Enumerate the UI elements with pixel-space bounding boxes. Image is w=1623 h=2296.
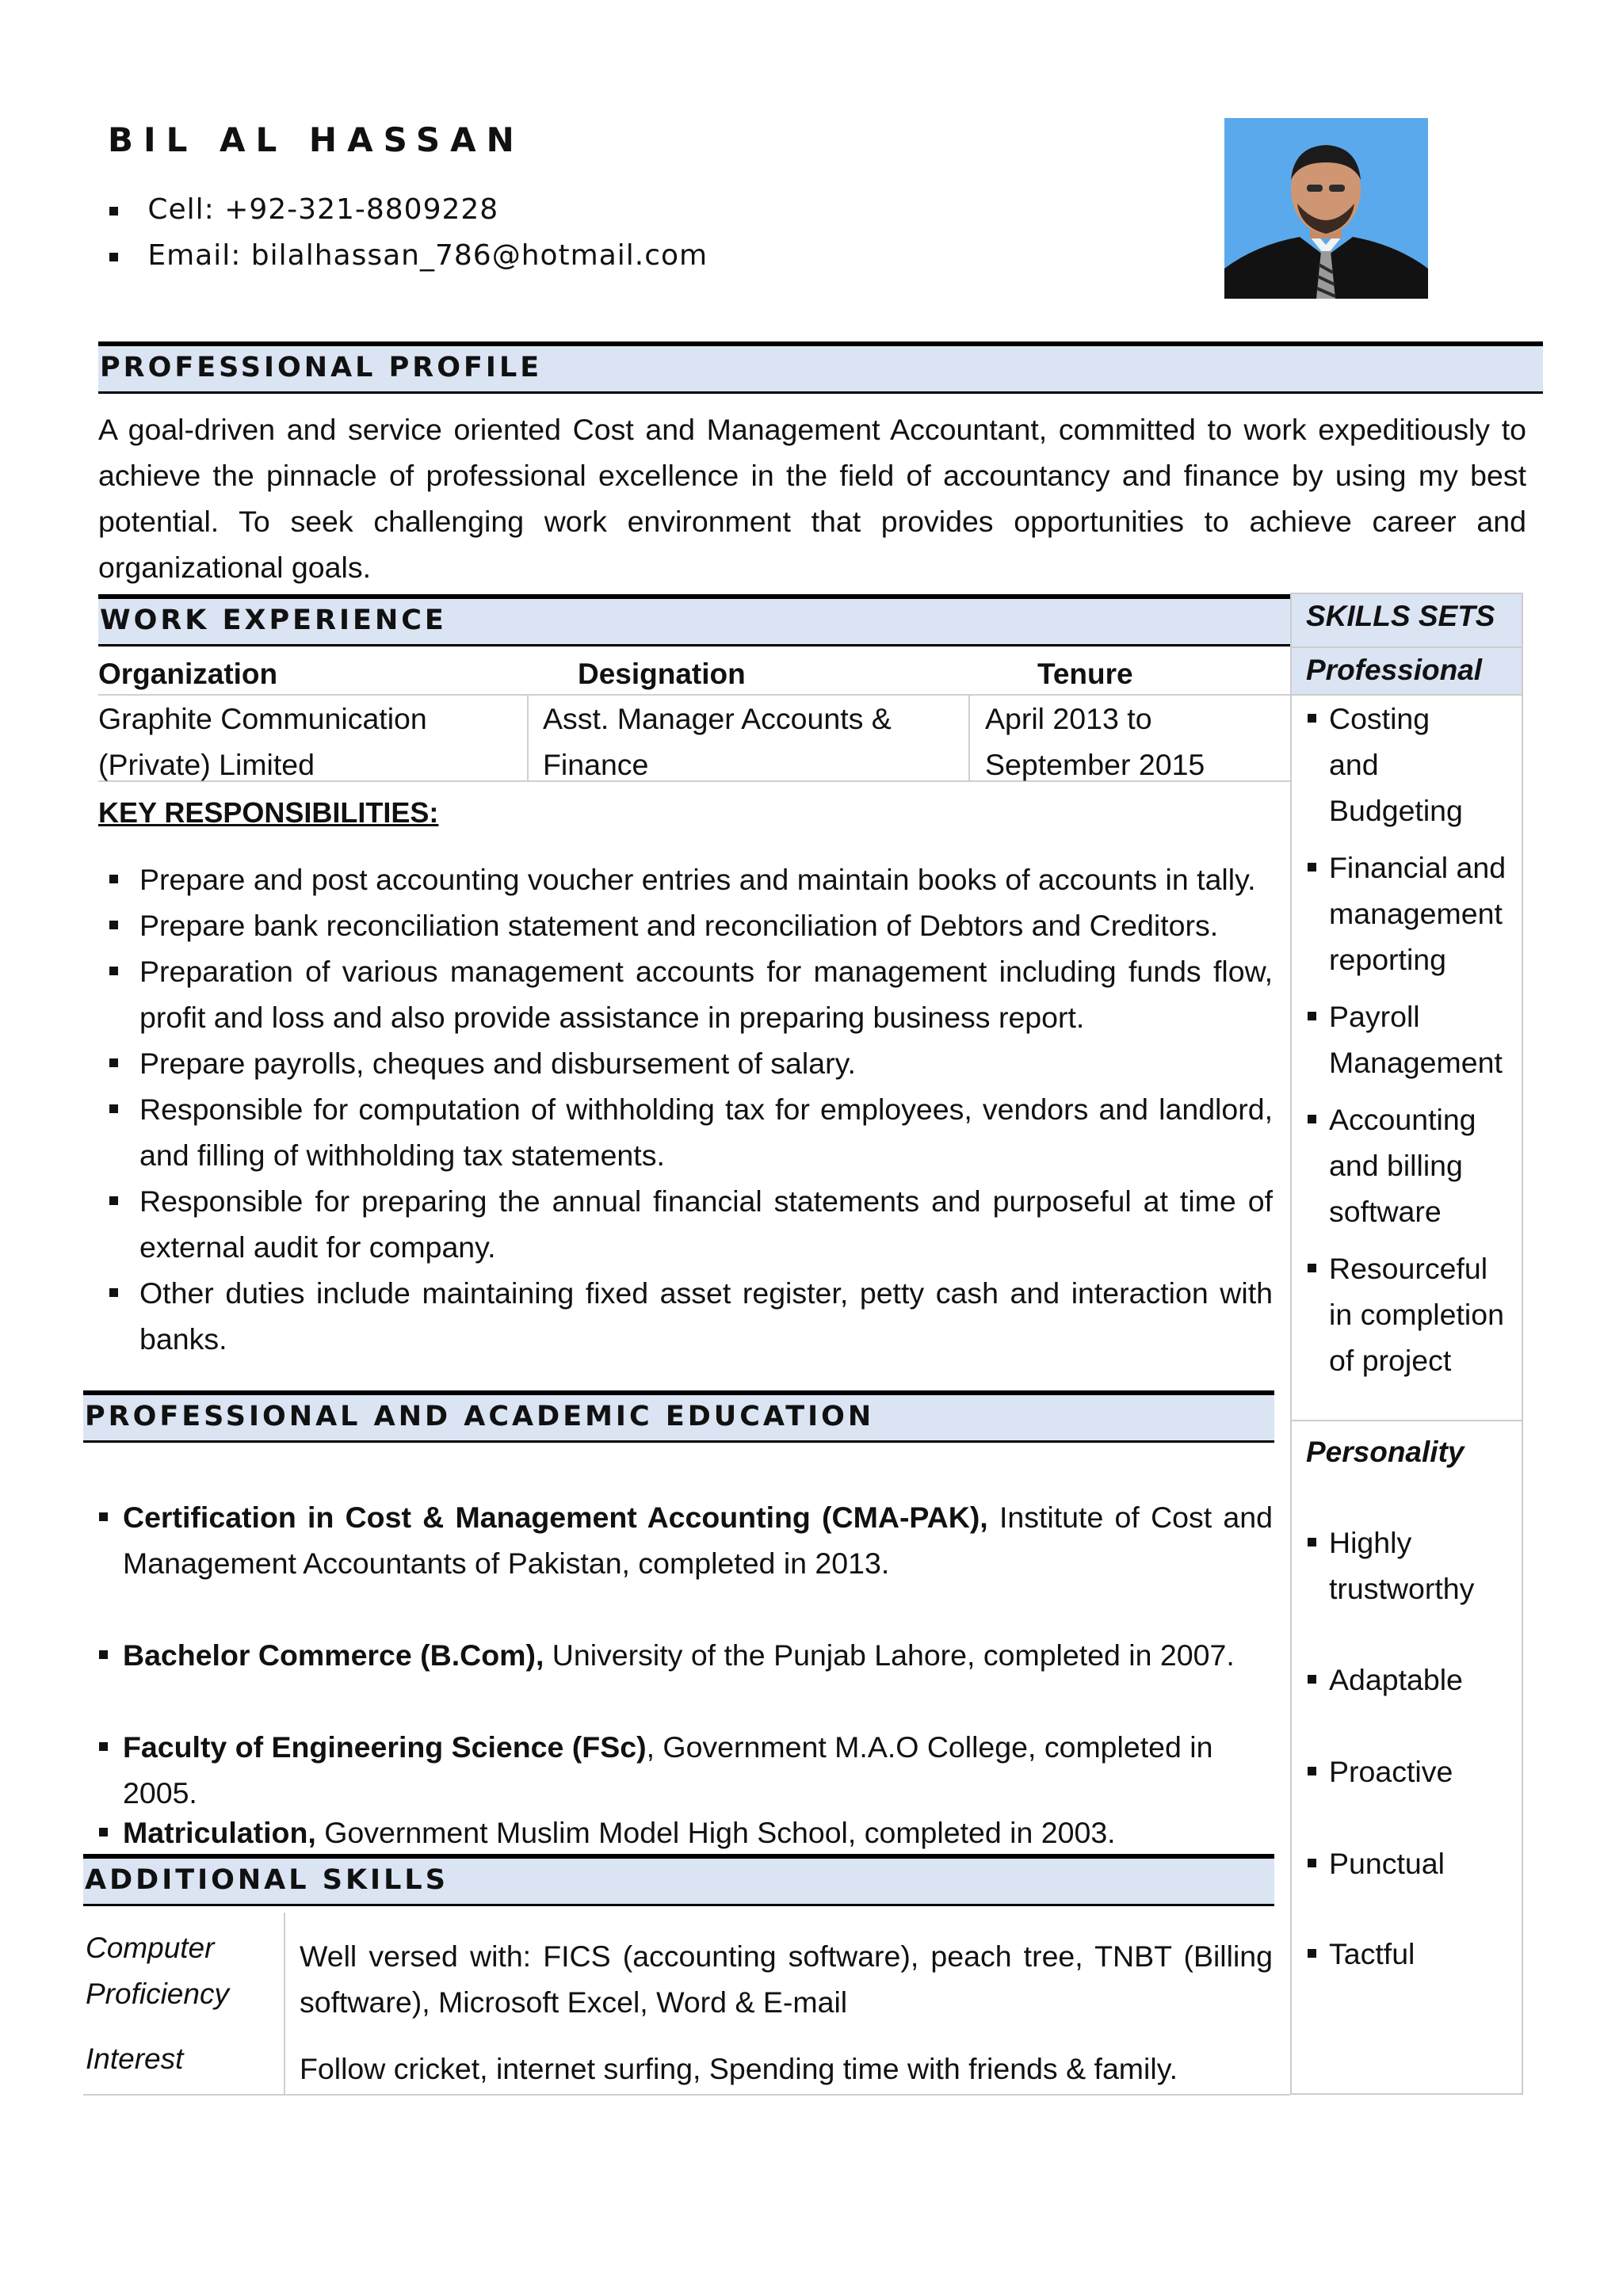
tenure-line: April 2013 to xyxy=(985,702,1152,735)
bullet-icon xyxy=(109,253,118,261)
education-detail: University of the Punjab Lahore, completed in 2007. xyxy=(544,1638,1235,1672)
bullet-icon xyxy=(109,921,118,929)
col-tenure: Tenure xyxy=(1037,658,1133,690)
designation-line: Finance xyxy=(543,748,649,781)
tenure-line: September 2015 xyxy=(985,748,1205,781)
responsibility-item: Responsible for preparing the annual financial statements and purposeful at time of external audit for company. xyxy=(98,1178,1273,1270)
education-item xyxy=(83,1724,1273,1810)
bullet-icon xyxy=(109,1058,118,1067)
email-text: Email: bilalhassan_786@hotmail.com xyxy=(147,239,708,272)
education-degree: Bachelor Commerce (B.Com), xyxy=(123,1638,544,1672)
education-item xyxy=(83,1494,1273,1586)
table-cell-org xyxy=(98,696,427,788)
bullet-icon xyxy=(109,967,118,975)
org-line: (Private) Limited xyxy=(98,748,315,781)
responsibility-item: Preparation of various management accounts for management including funds flow, profit and loss and also provide assistance in preparing business report. xyxy=(98,948,1273,1040)
bullet-icon xyxy=(1308,1949,1316,1958)
personality-heading: Personality xyxy=(1306,1436,1465,1468)
key-responsibilities-heading: KEY RESPONSIBILITIES: xyxy=(98,796,439,829)
responsibility-item: Responsible for computation of withholding tax for employees, vendors and landlord, and filling of withholding tax statements. xyxy=(98,1086,1273,1178)
section-heading-additional: ADDITIONAL SKILLS xyxy=(83,1854,1274,1906)
education-item xyxy=(83,1632,1273,1678)
bullet-icon xyxy=(109,875,118,883)
section-heading-profile: PROFESSIONAL PROFILE xyxy=(98,341,1543,394)
bullet-icon xyxy=(1308,1767,1316,1775)
education-item xyxy=(83,1810,1273,1855)
designation-line: Asst. Manager Accounts & xyxy=(543,702,892,735)
candidate-name: BIL AL HASSAN xyxy=(108,120,525,159)
professional-skills-heading: Professional xyxy=(1292,648,1522,694)
computer-proficiency-label: Computer Proficiency xyxy=(86,1932,229,2010)
education-degree: Certification in Cost & Management Accounting (CMA-PAK), xyxy=(123,1501,988,1534)
col-designation: Designation xyxy=(578,658,746,690)
bullet-icon xyxy=(1308,1538,1316,1547)
skills-sets-heading: SKILLS SETS xyxy=(1292,594,1522,646)
education-detail: Government Muslim Model High School, completed in 2003. xyxy=(315,1816,1116,1849)
education-detail: , Government M.A.O College, completed in 2005. xyxy=(123,1730,1213,1810)
bullet-icon xyxy=(109,1196,118,1205)
org-line: Graphite Communication xyxy=(98,702,427,735)
bullet-icon xyxy=(1308,1859,1316,1867)
sidebar-divider xyxy=(1292,1420,1522,1421)
section-heading-education: PROFESSIONAL AND ACADEMIC EDUCATION xyxy=(83,1390,1274,1443)
bullet-icon xyxy=(109,1104,118,1113)
section-heading-work: WORK EXPERIENCE xyxy=(98,594,1290,646)
profile-photo xyxy=(1224,118,1428,299)
bullet-icon xyxy=(1308,863,1316,871)
contact-cell xyxy=(109,193,498,226)
cell-text: Cell: +92-321-8809228 xyxy=(147,193,499,226)
bullet-icon xyxy=(1308,1115,1316,1123)
table-divider xyxy=(968,694,970,781)
table-cell-designation xyxy=(543,696,892,788)
table-cell-tenure xyxy=(985,696,1205,788)
bullet-icon xyxy=(1308,1012,1316,1020)
responsibility-item: Prepare and post accounting voucher entries and maintain books of accounts in tally. xyxy=(98,856,1273,902)
computer-proficiency-text: Well versed with: FICS (accounting software), peach tree, TNBT (Billing software), Microsoft Excel, Word & E-mail xyxy=(300,1939,1273,2019)
interest-label: Interest xyxy=(86,2042,184,2075)
bullet-icon xyxy=(99,1742,108,1751)
responsibility-item: Other duties include maintaining fixed asset register, petty cash and interaction with banks. xyxy=(98,1270,1273,1362)
bullet-icon xyxy=(99,1828,108,1836)
bullet-icon xyxy=(109,207,118,215)
table-divider xyxy=(83,2094,1290,2096)
responsibility-item: Prepare payrolls, cheques and disbursement of salary. xyxy=(98,1040,1273,1086)
bullet-icon xyxy=(99,1650,108,1659)
bullet-icon xyxy=(1308,1675,1316,1684)
responsibility-item: Prepare bank reconciliation statement and reconciliation of Debtors and Creditors. xyxy=(98,902,1273,948)
profile-paragraph: A goal-driven and service oriented Cost and Management Accountant, committed to work expeditiously to achieve the pinnacle of professional excellence in the field of accountancy and finance by using my best potential. To seek challenging work environment that provides opportunities to achieve career and organizational goals. xyxy=(98,413,1526,584)
contact-email xyxy=(109,239,708,272)
education-degree: Faculty of Engineering Science (FSc) xyxy=(123,1730,647,1764)
table-divider xyxy=(284,1913,285,2095)
portrait-icon xyxy=(1224,118,1428,299)
bullet-icon xyxy=(1308,1264,1316,1272)
bullet-icon xyxy=(1308,714,1316,723)
interest-text: Follow cricket, internet surfing, Spending time with friends & family. xyxy=(300,2052,1178,2085)
col-organization: Organization xyxy=(98,658,278,690)
bullet-icon xyxy=(109,1288,118,1297)
table-divider xyxy=(527,694,529,781)
education-detail: Institute of Cost and Management Accountants of Pakistan, completed in 2013. xyxy=(123,1501,1273,1580)
education-degree: Matriculation, xyxy=(123,1816,316,1849)
bullet-icon xyxy=(99,1512,108,1521)
